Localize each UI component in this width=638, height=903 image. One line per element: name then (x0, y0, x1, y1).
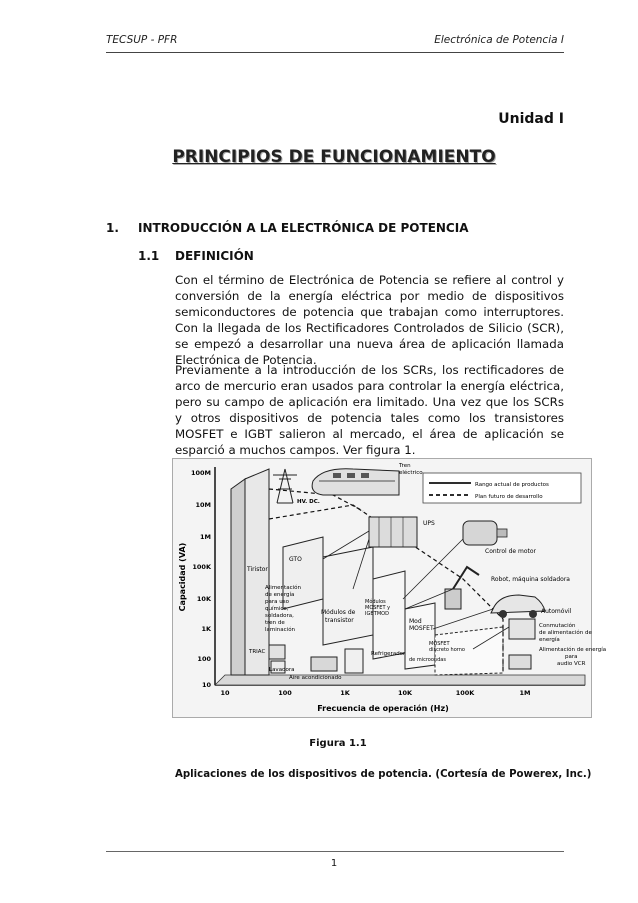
y-tick-label: 10 (201, 681, 211, 689)
label-alim-4: químico, (265, 606, 289, 612)
motor-icon (463, 521, 507, 545)
label-alim-audio-2: para (565, 654, 578, 660)
y-tick-label: 10M (195, 501, 211, 509)
y-tick-label: 100 (197, 655, 211, 663)
label-alim-2: de energía (265, 592, 295, 598)
transistor-module-region (323, 547, 373, 645)
audio-vcr-icon (509, 655, 531, 669)
label-mod-igbt-1: Módulos (365, 599, 386, 605)
y-tick-label: 100K (192, 563, 211, 571)
x-tick-label: 100 (278, 689, 292, 697)
robot-icon (445, 567, 479, 609)
x-axis-label: Frecuencia de operación (Hz) (317, 704, 449, 713)
label-alim-1: Alimentación (265, 585, 301, 591)
label-hvdc: HV. DC. (297, 499, 320, 505)
label-alim-7: laminación (265, 627, 296, 633)
pylon-icon (273, 469, 297, 503)
y-axis-label: Capacidad (VA) (178, 542, 187, 612)
label-mosfet-disc-3: de microondas (409, 657, 446, 663)
label-control-motor: Control de motor (485, 548, 537, 555)
x-tick-label: 10K (397, 689, 413, 697)
section-number: 1. (106, 221, 119, 235)
ups-icon (369, 517, 417, 547)
x-tick-label: 100K (455, 689, 475, 697)
label-conmutacion-3: energía (539, 637, 560, 643)
x-tick-label: 1M (519, 689, 531, 697)
label-mod-igbt-2: MOSFET y (365, 605, 391, 611)
gto-region (283, 537, 323, 609)
label-modulos-tr-1: Módulos de (321, 609, 356, 616)
x-tick-label: 1K (340, 689, 350, 697)
car-icon (491, 595, 545, 618)
label-ups: UPS (423, 520, 435, 527)
label-conmutacion-2: de alimentación de (539, 630, 592, 636)
label-automovil: Automóvil (541, 608, 572, 615)
label-alim-5: soldadora, (265, 613, 294, 619)
legend-item-current: Rango actual de productos (475, 482, 549, 488)
figure-applications (172, 458, 607, 718)
label-tiristor: Tiristor (247, 566, 268, 573)
header-rule (106, 52, 564, 53)
y-tick-label: 10K (196, 595, 211, 603)
y-tick-label: 1M (200, 533, 211, 541)
thyristor-region-side (231, 479, 245, 675)
label-modulos-tr-2: transistor (325, 617, 354, 624)
unit-label: Unidad I (498, 111, 564, 127)
footer-rule (106, 851, 564, 852)
label-robot: Robot, máquina soldadora (491, 576, 570, 583)
x-tick-label: 10 (220, 689, 230, 697)
triac-icon (269, 645, 285, 659)
figure-caption: Aplicaciones de los dispositivos de potencia. (Cortesía de Powerex, Inc.) (175, 769, 592, 780)
label-alim-audio-1: Alimentación de energía (539, 647, 607, 653)
subsection-number: 1.1 (138, 249, 160, 263)
legend-item-future: Plan futuro de desarrollo (475, 494, 543, 500)
label-mod-mosfet-2: MOSFET (409, 625, 434, 632)
label-lavadora: Lavadora (269, 667, 295, 673)
page-number: 1 (330, 858, 338, 869)
y-tick-label: 1K (201, 625, 211, 633)
paragraph-2: Previamente a la introducción de los SCRs, los rectificadores de arco de mercurio eran usados para controlar la energía eléctrica, pero su campo de aplicación era limitado. Una vez que los SCRs y otros dispositivos de potencia tales como los transistores MOSFET e IGBT salieron al mercado, el área de aplicación se esparció a muchos campos. Ver figura 1. (175, 363, 564, 457)
label-mod-mosfet-1: Mod (409, 618, 422, 625)
header-left: TECSUP - PFR (106, 34, 178, 46)
label-tren: Tren (399, 463, 411, 469)
label-mosfet-disc-1: MOSFET (429, 641, 450, 647)
paragraph-1: Con el término de Electrónica de Potencia se refiere al control y conversión de la energía eléctrica por medio de dispositivos semiconductores de potencia que trabajan como interruptores. Con la llegada de los Rectificadores Controlados de Silicio (SCR), se empezó a desarrollar una nueva área de aplicación llamada Electrónica de Potencia. (175, 273, 564, 367)
label-aire: Aire acondicionado (289, 675, 342, 681)
switching-supply-icon (509, 619, 535, 639)
figure-number: Figura 1.1 (309, 738, 367, 749)
section-title: INTRODUCCIÓN A LA ELECTRÓNICA DE POTENCIA (138, 221, 469, 235)
figure-svg (173, 459, 607, 717)
air-conditioner-icon (311, 657, 337, 671)
label-gto: GTO (289, 556, 302, 563)
base-platform (215, 675, 585, 685)
label-triac: TRIAC (249, 649, 266, 655)
label-refrigerador: Refrigerador (371, 651, 406, 657)
label-alim-audio-3: audio VCR (557, 661, 586, 667)
label-conmutacion-1: Conmutación (539, 623, 576, 629)
train-icon (312, 469, 399, 495)
y-tick-label: 100M (190, 469, 211, 477)
label-mod-igbt-3: IGBTMOD (365, 611, 389, 617)
label-mosfet-disc-2: discreto horno (429, 647, 465, 653)
label-alim-6: tren de (265, 620, 285, 626)
legend (423, 473, 581, 503)
label-alim-3: para uso (265, 599, 289, 605)
subsection-title: DEFINICIÓN (175, 249, 254, 263)
main-title: PRINCIPIOS DE FUNCIONAMIENTO (172, 147, 496, 167)
header-right: Electrónica de Potencia I (434, 34, 564, 46)
refrigerator-icon (345, 649, 363, 673)
label-electrico: eléctrico (399, 470, 423, 476)
